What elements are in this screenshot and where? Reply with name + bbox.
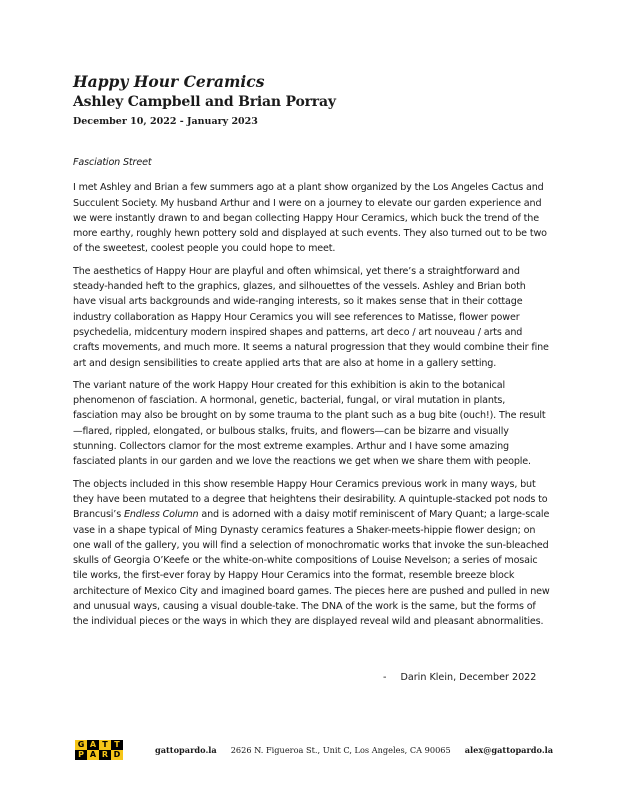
exhibition-dates: December 10, 2022 - January 2023 [73,116,258,127]
footer-contact [155,745,553,755]
essay-subtitle: Fasciation Street [73,157,152,168]
footer-email-link[interactable]: alex@gattopardo.la [464,745,554,755]
logo-letter-g: G [75,740,87,750]
logo-letter-a: A [87,740,99,750]
logo-letter-t: T [99,740,111,750]
signature-dash: - [383,672,387,683]
essay-paragraph-4 [73,477,551,630]
logo-letter-t-2: T [111,740,123,750]
essay [73,155,551,637]
paragraph-4-part-1: The objects included in this show resemble Happy Hour Ceramics previous work in many ways, but they have been mutated to a degree that heightens their desirability. A quintuple-stacked pot nods to Brancusi’s [73,478,548,521]
essay-paragraph-3: The variant nature of the work Happy Hour created for this exhibition is akin to the botanical phenomenon of fasciation. A hormonal, genetic, bacterial, fungal, or viral mutation in plants, fasciation may also be brought on by some trauma to the plant such as a bug bite (ouch!). The result—flared, rippled, elongated, or bulbous stalks, fruits, and flowers—can be bizarre and visually stunning. Collectors clamor for the most extreme examples. Arthur and I have some amazing fasciated plants in our garden and we love the reactions we get when we share them with people. [73,379,546,468]
artist-names: Ashley Campbell and Brian Porray [73,94,336,110]
logo-letter-r: R [99,750,111,760]
footer-website-link[interactable]: gattopardo.la [155,745,217,755]
gattopardo-logo [75,740,123,760]
author-signature [383,672,536,683]
essay-paragraph-1: I met Ashley and Brian a few summers ago at a plant show organized by the Los Angeles Cactus and Succulent Society. My husband Arthur and I were on a journey to elevate our garden experience and we were instantly drawn to and began collecting Happy Hour Ceramics, which buck the trend of the more earthy, roughly hewn pottery sold and displayed at such events. They also turned out to be two of the sweetest, coolest people you could hope to meet. [73,182,547,255]
logo-letter-d: D [111,750,123,760]
paragraph-4-part-2: and is adorned with a daisy motif reminiscent of Mary Quant; a large-scale vase in a shape typical of Ming Dynasty ceramics features a Shaker-meets-hippie flower design; on one wall of the gallery, you will find a selection of monochromatic works that invoke the sun-bleached skulls of Georgia O’Keefe or the white-on-white compositions of Louise Nevelson; a series of mosaic tile works, the first-ever foray by Happy Hour Ceramics into the format, resemble breeze block architecture of Mexico City and imagined board games. The pieces here are pushed and pulled in new and unusual ways, causing a visual double-take. The DNA of the work is the same, but the forms of the individual pieces or the ways in which they are displayed reveal wild and pleasant abnormalities. [73,509,550,628]
logo-letter-p: P [75,750,87,760]
exhibition-title: Happy Hour Ceramics [73,72,265,91]
artwork-title-endless-column: Endless Column [123,509,199,521]
footer-address: 2626 N. Figueroa St., Unit C, Los Angeles, CA 90065 [230,745,451,755]
essay-paragraph-2: The aesthetics of Happy Hour are playful and often whimsical, yet there’s a straightforward and steady-handed heft to the graphics, glazes, and silhouettes of the vessels. Ashley and Brian both have visual arts backgrounds and wide-ranging interests, so it makes sense that in their cottage industry collaboration as Happy Hour Ceramics you will see references to Matisse, flower power psychedelia, midcentury modern inspired shapes and patterns, art deco / art nouveau / arts and crafts movements, and much more. It seems a natural progression that they would combine their fine art and design sensibilities to create applied arts that are also at home in a gallery setting. [73,265,549,369]
signature-text: Darin Klein, December 2022 [400,672,537,683]
logo-letter-a-2: A [87,750,99,760]
